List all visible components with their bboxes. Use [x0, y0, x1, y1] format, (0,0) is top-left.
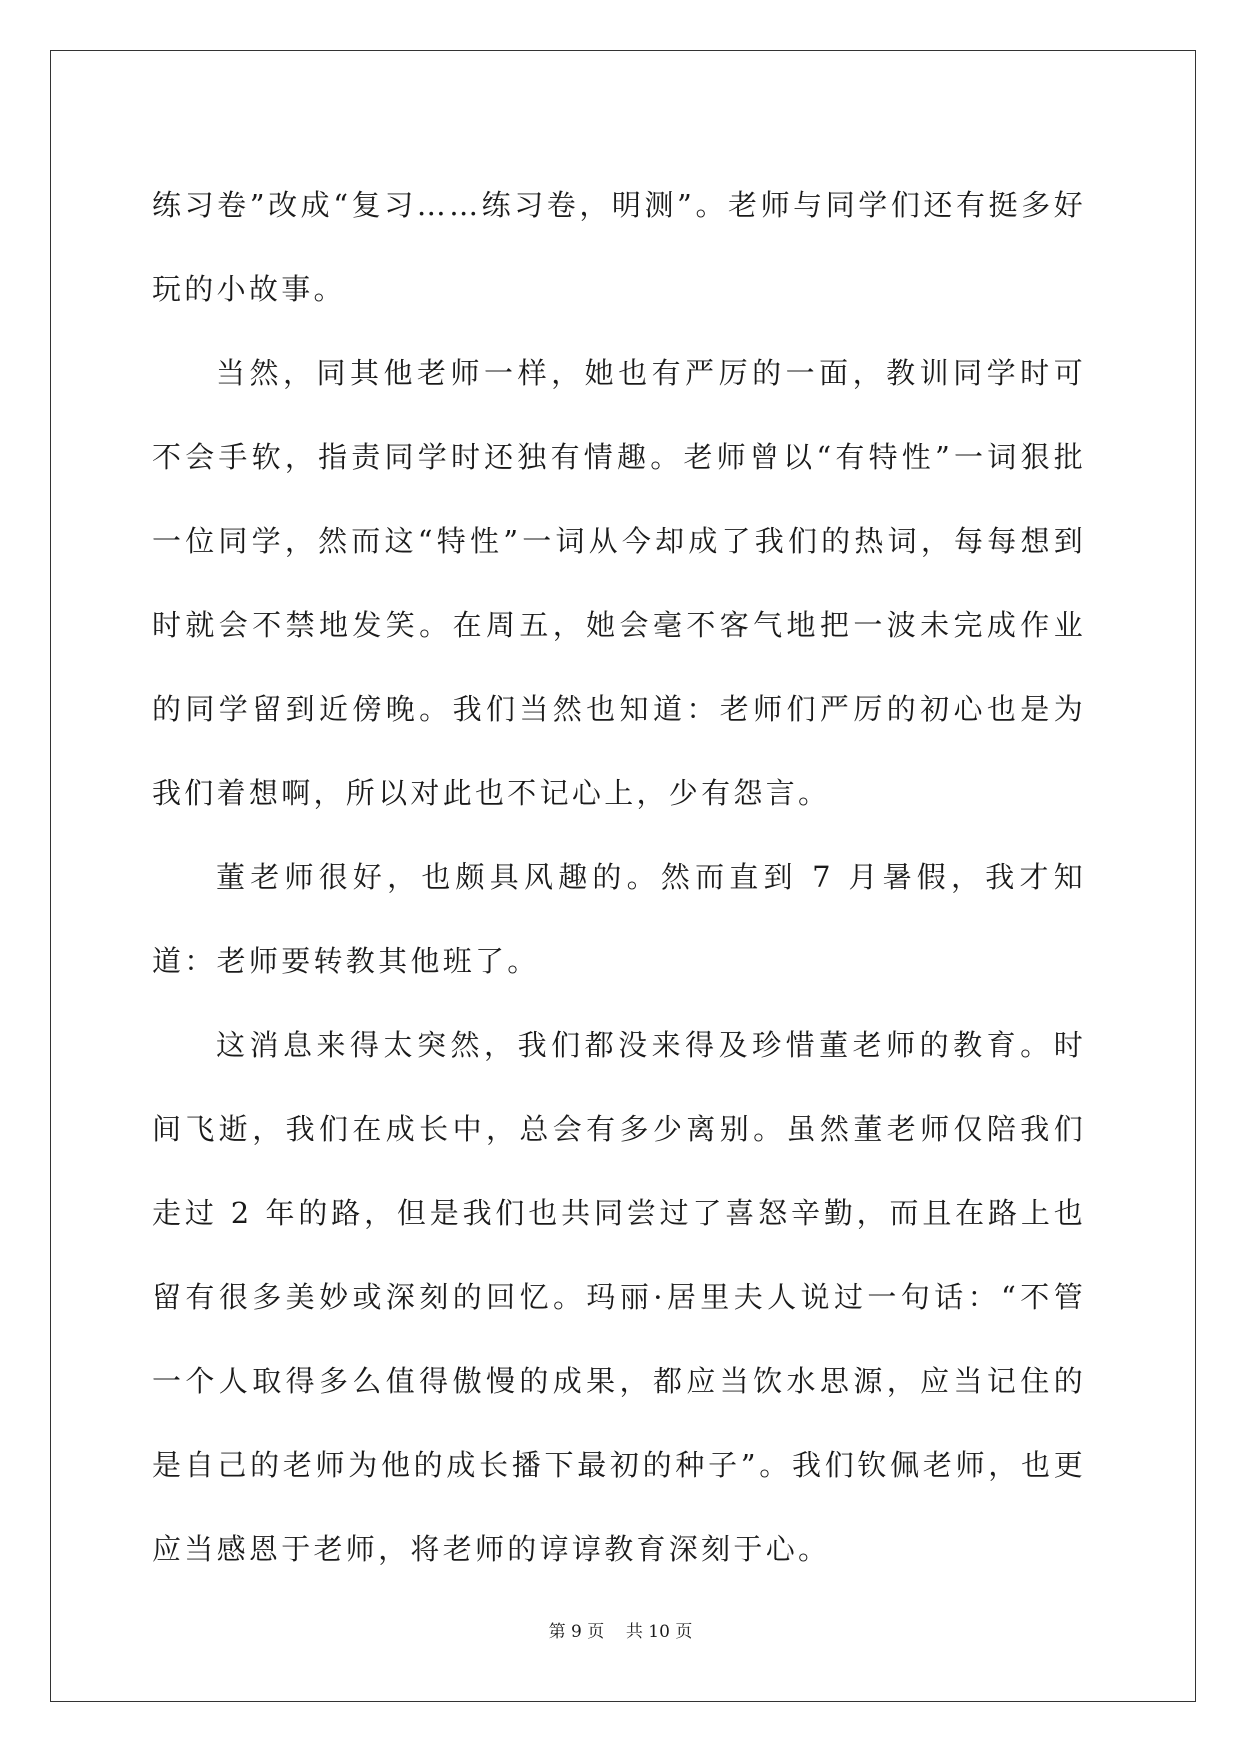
document-body: [152, 163, 1086, 1591]
paragraph-3: 董老师很好，也颇具风趣的。然而直到 7 月暑假，我才知道：老师要转教其他班了。: [152, 860, 1086, 978]
page-footer: 第 9 页 共 10 页: [548, 1622, 693, 1642]
paragraph-1: 练习卷”改成“复习……练习卷，明测”。老师与同学们还有挺多好玩的小故事。: [152, 188, 1086, 306]
paragraph-4: 这消息来得太突然，我们都没来得及珍惜董老师的教育。时间飞逝，我们在成长中，总会有多少离别。虽然董老师仅陪我们走过 2 年的路，但是我们也共同尝过了喜怒辛勤，而且在路上也留有很多美妙或深刻的回忆。玛丽·居里夫人说过一句话：“不管一个人取得多么值得傲慢的成果，都应当饮水思源，应当记住的是自己的老师为他的成长播下最初的种子”。我们钦佩老师，也更应当感恩于老师，将老师的谆谆教育深刻于心。: [152, 1028, 1086, 1566]
paragraph-2: 当然，同其他老师一样，她也有严厉的一面，教训同学时可不会手软，指责同学时还独有情趣。老师曾以“有特性”一词狠批一位同学，然而这“特性”一词从今却成了我们的热词，每每想到时就会不禁地发笑。在周五，她会毫不客气地把一波未完成作业的同学留到近傍晚。我们当然也知道：老师们严厉的初心也是为我们着想啊，所以对此也不记心上，少有怨言。: [152, 356, 1086, 810]
